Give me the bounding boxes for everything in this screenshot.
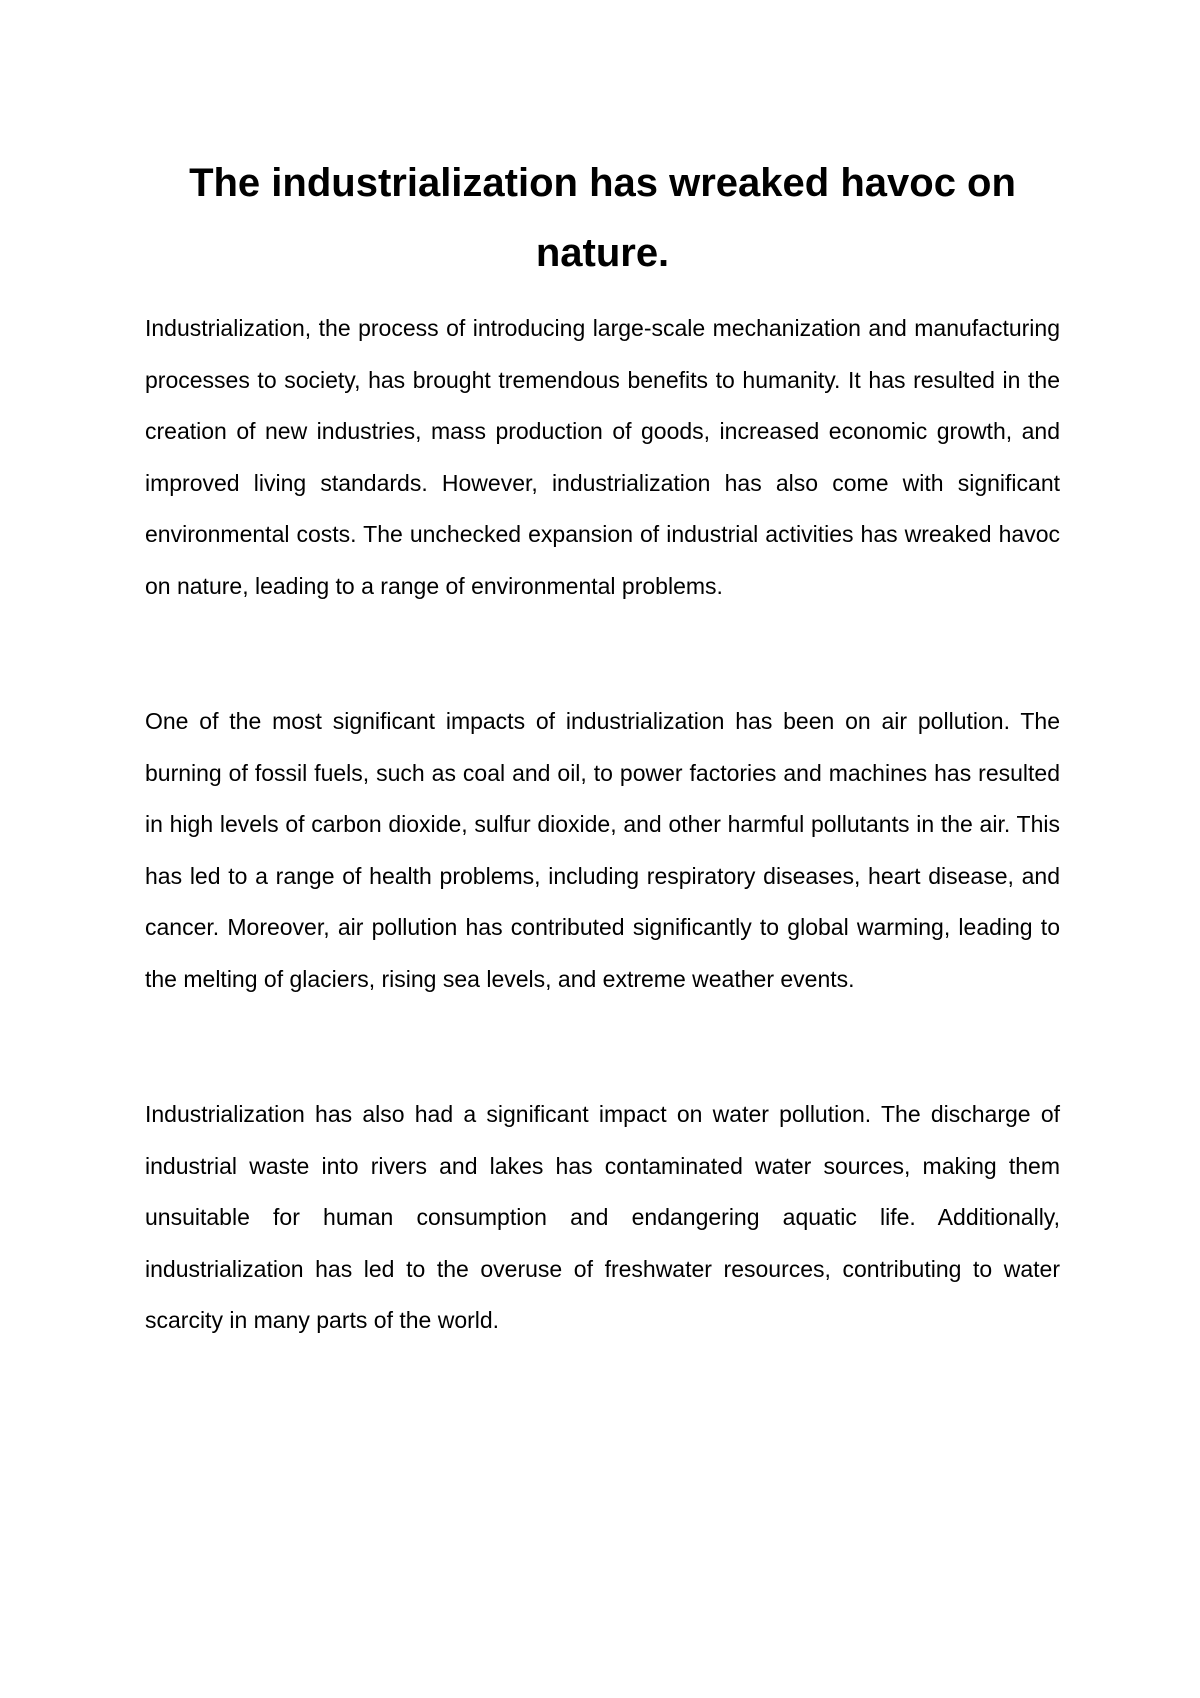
document-body xyxy=(145,148,1060,1347)
paragraph-intro: Industrialization, the process of introducing large-scale mechanization and manufacturing processes to society, has brought tremendous benefits to humanity. It has resulted in the creation of new industries, mass production of goods, increased economic growth, and improved living standards. However, industrialization has also come with significant environmental costs. The unchecked expansion of industrial activities has wreaked havoc on nature, leading to a range of environmental problems. xyxy=(145,315,1060,599)
paragraph-water-pollution: Industrialization has also had a significant impact on water pollution. The discharge of industrial waste into rivers and lakes has contaminated water sources, making them unsuitable for human consumption and endangering aquatic life. Additionally, industrialization has led to the overuse of freshwater resources, contributing to water scarcity in many parts of the world. xyxy=(145,1101,1060,1333)
paragraph-air-pollution: One of the most significant impacts of industrialization has been on air pollution. The burning of fossil fuels, such as coal and oil, to power factories and machines has resulted in high levels of carbon dioxide, sulfur dioxide, and other harmful pollutants in the air. This has led to a range of health problems, including respiratory diseases, heart disease, and cancer. Moreover, air pollution has contributed significantly to global warming, leading to the melting of glaciers, rising sea levels, and extreme weather events. xyxy=(145,708,1060,992)
document-title: The industrialization has wreaked havoc on nature. xyxy=(189,161,1016,275)
